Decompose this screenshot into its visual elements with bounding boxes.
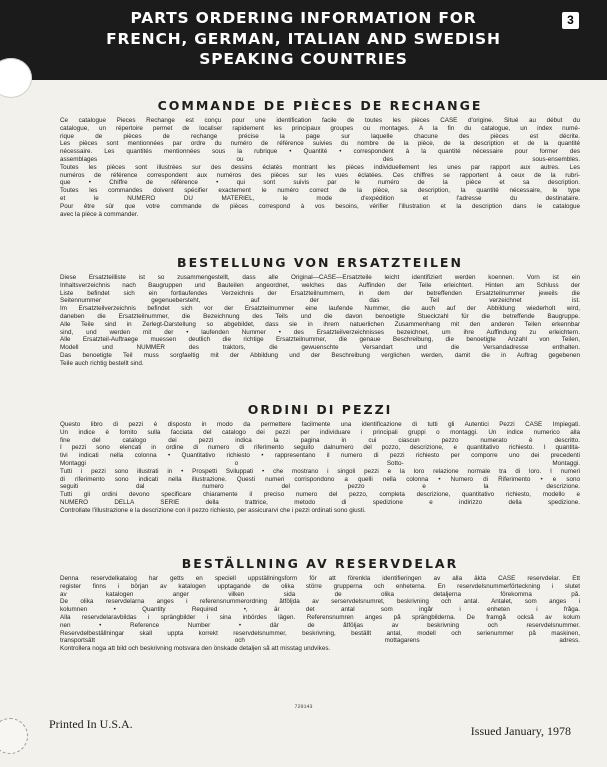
body-text-line: Toutes les commandes doivent spécifier exactement le numéro correct de la pièce, sa description, la quantité nécessaire, le type	[60, 187, 580, 195]
section-heading: BESTELLUNG VON ERSATZTEILEN	[177, 255, 463, 270]
body-text-line: nécessaire. Les quantités mentionnées sous la rubrique • Quantité • correspondent à la quantité nécessaire pour former des	[60, 148, 580, 156]
section-heading: ORDINI DI PEZZI	[247, 402, 393, 417]
body-text-line: transportsätt och mottagarens adress.	[60, 637, 580, 645]
body-text-line: Diese Ersatzteilliste ist so zusammengestellt, dass alle Original—CASE—Ersatzteile leicht identifiziert werden koennen. Vorn ist ein	[60, 274, 580, 281]
body-text-line: Das benoetigte Teil muss sorgfaeltig mit der Abbildung und der Beschreibung verglichen werden, damit die in Auftrag gegebenen	[60, 351, 580, 359]
title-line: FRENCH, GERMAN, ITALIAN AND SWEDISH	[106, 29, 501, 48]
body-text-line: Les pièces sont mentionnées par ordre du numéro de référence suivies du nombre de la pièce, de la description et de la quantité	[60, 140, 580, 148]
section-italian	[60, 402, 580, 515]
section-heading: BESTÄLLNING AV RESERVDELAR	[181, 556, 459, 571]
title-line: SPEAKING COUNTRIES	[199, 50, 408, 68]
body-text-line: seguiti dal numero del pezzo e la descrizione.	[60, 483, 580, 491]
body-text-line: tivi indicati nella colonna • Quantitativo richiesto • rappresentano il numero di pezzi richiesto per comporre uno dei precedenti	[60, 452, 580, 460]
body-text-line: NUMERO DELLA SERIE della trattrice, metodo di spedizione e indirizzo della spedizione.	[60, 498, 580, 506]
section-heading: COMMANDE DE PIÈCES DE RECHANGE	[157, 98, 483, 113]
section-swedish	[60, 556, 580, 653]
body-text-line: di riferimento sono indicati nella illustrazione. Questi numeri corrispondono a quelli nella colonna • Numero di Riferimento • e sono	[60, 475, 580, 483]
body-text-line: Teile auch richtig bestellt sind.	[60, 359, 144, 367]
body-text-line: Questo libro di pezzi è disposto in modo da permettere facilmente una identificazione di tutti gli Autentici Pezzi CASE Impiegati.	[60, 421, 580, 428]
body-text-line: que • Chiffre de référence • qui sont suivis par le numéro de la pièce et sa description.	[60, 179, 580, 187]
section-body	[60, 575, 580, 653]
document-code: 720143	[294, 704, 313, 710]
body-text-line: av katalogen anger vilken sida de olika detaljerna förekomma på.	[60, 590, 580, 598]
body-text-line: sind, und werden mit der • laufenden Nummer • des Ersatzteilverzeichnisses bezeichnet, um ihre Auffindung zu erleichtern.	[60, 328, 580, 336]
punch-hole	[0, 718, 28, 754]
body-text-line: kolumnen • Quantity Required •, är det antal som ingår i enheten i fråga.	[60, 606, 580, 614]
body-text-line: Tutti i pezzi sono illustrati in • Prospetti Sviluppati • che mostrano i singoli pezzi e la loro relazione normale tra di loro. I numeri	[60, 467, 580, 475]
body-text-line: rique de pièces de rechange précise la page sur laquelle chacune des pièces est décrite.	[60, 132, 580, 140]
section-body	[60, 274, 580, 368]
body-text-line: Alla reservdelaravbildas i sprängbilder i sina inbördes lägen. Referensnumren anges på sprängbilderna. De framgå också av kolum	[60, 613, 580, 621]
body-text-line: Toutes les pièces sont illustrées sur des dessins éclatés montrant les pièces individuellement les unes par rapport aux autres. Les	[60, 163, 580, 171]
body-text-line: Ce catalogue Pieces Rechange est conçu pour une identification facile de toutes les pièces CASE d'origine. Situé au début du	[60, 117, 580, 124]
body-text-line: fine del catalogo dei pezzi indica la pagina in cui ciascun pezzo numerato è descritto.	[60, 436, 580, 444]
body-text-line: Kontrollera noga att bild och beskrivning motsvara den önskade detaljen så att misstag undvikes.	[60, 645, 331, 653]
body-text-line: numéros de référence correspondent aux numéros des pièces sur les vues éclatées. Ces chiffres se rapportent à ceux de la rubri-	[60, 171, 580, 179]
body-text-line: Seitennummer gegenuebersteht, auf der das Teil verzeichnet ist.	[60, 297, 580, 305]
section-body	[60, 117, 580, 218]
body-text-line: Modell und NUMMER des traktors, die gewuenschte Versandart und die Versandadresse enthalten.	[60, 344, 580, 352]
issue-date-label: Issued January, 1978	[470, 724, 571, 738]
body-text-line: Reservdelbeställningar skall uppta korrekt reservdelsnummer, beskrivning, beställt antal, modell och serienummer på maskinen,	[60, 629, 580, 637]
body-text-line: register finns i början av katalogen upptagande de olika större grupperna och enheterna. En reservdelsnummerförteckning i slutet	[60, 582, 580, 590]
body-text-line: catalogue, un répertoire permet de localiser rapidement les principaux groupes ou montages. A la fin du catalogue, un index numé-	[60, 124, 580, 132]
body-text-line: assemblages ou des sous-ensembles.	[60, 155, 580, 163]
body-text-line: avec la pièce à commander.	[60, 210, 139, 218]
body-text-line: Controllate l'illustrazione e la descrizione con il pezzo richiesto, per assicurarvi che i pezzi ordinati sono giusti.	[60, 506, 366, 514]
body-text-line: De olika reservdelarna anges i referensnummerordning åtföljda av serservdelsnumret, beskrivning och antal. Antalet, som anges i	[60, 598, 580, 606]
body-text-line: nen • Reference Number • där de åtföljas av beskrivning och reservdelsnummer.	[60, 621, 580, 629]
body-text-line: Alle Ersatzteil-Auftraege muessen deutlich die richtige Ersatzteilnummer, die genaue Beschreibung, die benoetigte Anzahl von Teilen,	[60, 336, 580, 344]
body-text-line: et le NUMERO DU MATERIEL, le mode d'expédition et l'adresse du destinataire.	[60, 194, 580, 202]
body-text-line: Un indice è fornito sulla facciata del catalogo dei pezzi per individuare i principali gruppi o montaggi. Un indice numerico alla	[60, 428, 580, 436]
title-line: PARTS ORDERING INFORMATION FOR	[130, 9, 477, 27]
page-number: 3	[562, 12, 579, 29]
section-body	[60, 421, 580, 515]
body-text-line: Alle Teile sind in Zerlegt-Darstellung so abgebildet, dass sie in ihrem natuerlichen Zusammenhang mit den anderen Teilen erkennbar	[60, 320, 580, 328]
body-text-line: Pour être sûr que votre commande de pièces correspond à vos besoins, vérifier l'illustration et la description dans le catalogue	[60, 202, 580, 210]
body-text-line: I pezzi sono elencati in ordine di numero di riferimento seguito dalnumero del pozzo, descrizione, e quantitativo richiesto. I quantita-	[60, 444, 580, 452]
body-text-line: Montaggi o Sotto- Montaggi.	[60, 459, 580, 467]
body-text-line: Liste befindet sich ein fortlaufendes Verzeichnis der Ersatzteilnummern, in dem der betreffenden Ersatzteilnummer jeweils die	[60, 289, 580, 297]
body-text-line: Denna reservdelkatalog har getts en speciell uppställningsform för att förenkla identifieringen av alla äkta CASE reservdelar. Ett	[60, 575, 580, 582]
header-banner	[0, 0, 607, 80]
page-title	[60, 8, 547, 70]
body-text-line: daneben die Ersatzteilnummer, die Bezeichnung des Teils und die davon benoetigte Stueckzahl für die betreffende Baugruppe.	[60, 312, 580, 320]
body-text-line: Tutti gli ordini devono specificare chiaramente il preciso numero del pezzo, completa descrizione, quantitativo richiesto, modello e	[60, 491, 580, 499]
section-german	[60, 255, 580, 368]
section-french	[60, 98, 580, 218]
body-text-line: Inhaltsverzeichnis nach Baugruppen und Bauteilen angeordnet, welches das Auffinden der Teile erleichtert. Hinten am Schluss der	[60, 281, 580, 289]
body-text-line: Im Ersatzteilverzeichnis befindet sich vor der Ersatzteilnummer eine laufende Nummer, die auch auf der Abbildung wiederholt wird,	[60, 305, 580, 313]
printed-in-label: Printed In U.S.A.	[49, 717, 133, 731]
